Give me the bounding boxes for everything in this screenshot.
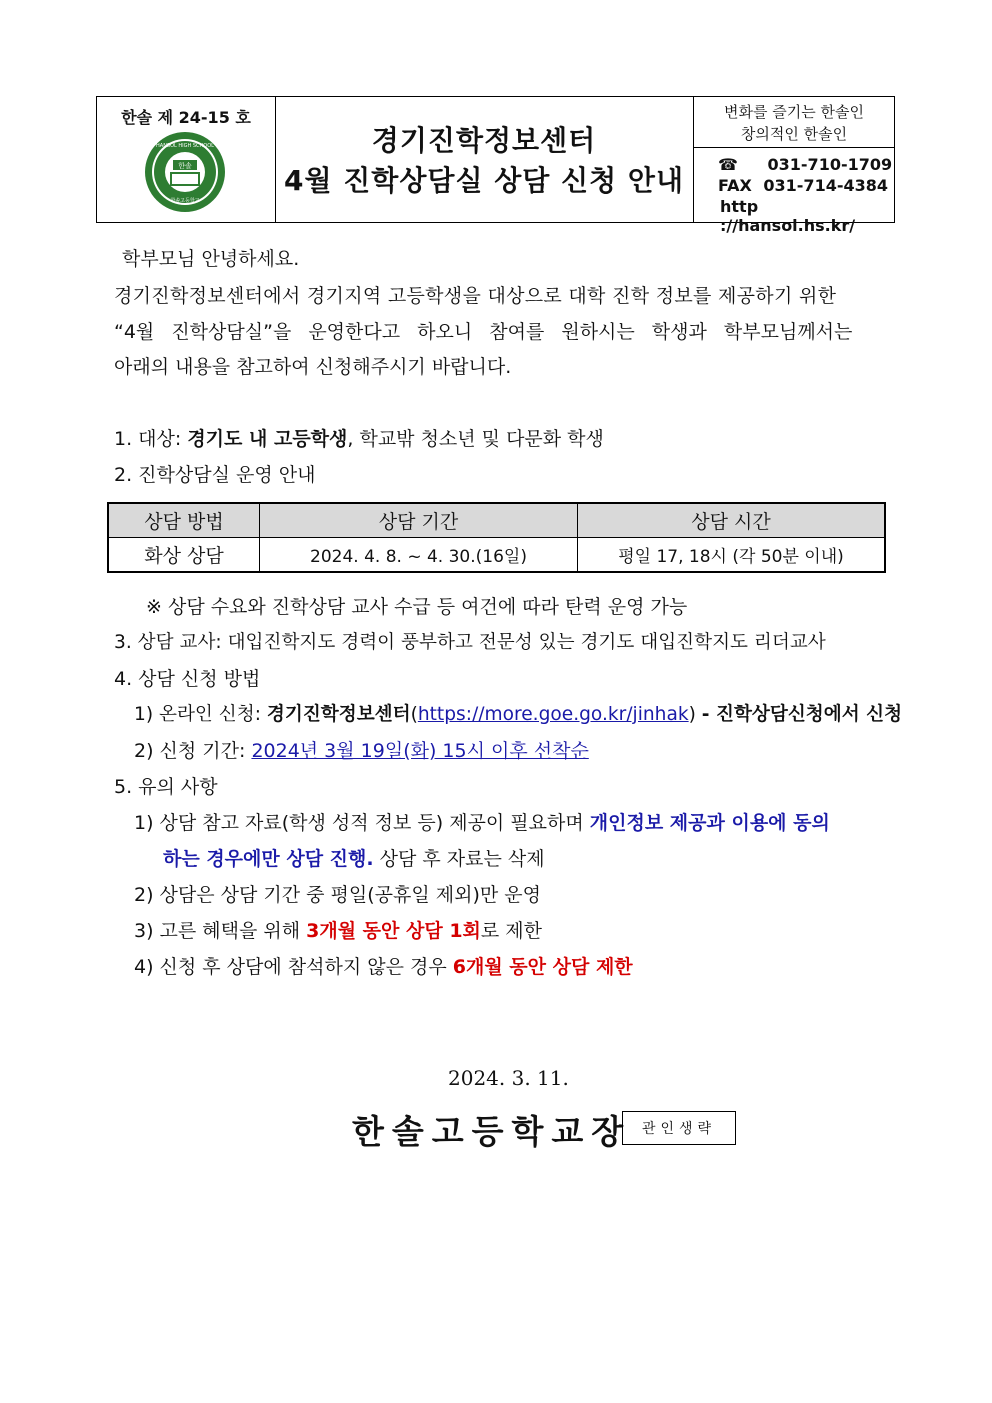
item-5-4-prefix: 4) 신청 후 상담에 참석하지 않은 경우 — [134, 956, 453, 978]
item-4-1: 1) 온라인 신청: 경기진학정보센터(https://more.goe.go.kr/jinhak) - 진학상담신청에서 신청 — [134, 704, 903, 725]
item-5-1-cont — [163, 844, 545, 871]
intro-paragraph-1: 경기진학정보센터에서 경기지역 고등학생을 대상으로 대학 진학 정보를 제공하기 위한 — [114, 285, 837, 307]
noshow-notice: 6개월 동안 상담 제한 — [452, 956, 633, 978]
school-logo — [144, 131, 226, 213]
phone-icon: ☎ — [718, 155, 738, 174]
consent-notice-cont: 하는 경우에만 상담 진행. — [163, 848, 374, 870]
issue-number: 한솔 제 24-15 호 — [121, 108, 251, 127]
consent-notice: 개인정보 제공과 이용에 동의 — [589, 812, 830, 834]
slogan-box — [694, 97, 894, 148]
item-5-1-prefix: 1) 상담 참고 자료(학생 성적 정보 등) 제공이 필요하며 — [134, 812, 590, 834]
table-header-method: 상담 방법 — [109, 504, 260, 538]
issue-date: 2024. 3. 11. — [448, 1066, 569, 1090]
title-line-2: 4월 진학상담실 상담 신청 안내 — [283, 164, 685, 197]
item-4-1-prefix: 1) 온라인 신청: — [134, 704, 267, 725]
limit-notice: 3개월 동안 상담 1회 — [306, 920, 481, 942]
header-left-cell — [97, 97, 276, 222]
intro-paragraph-2: “4월 진학상담실”을 운영한다고 하오니 참여를 원하시는 학생과 학부모님께서는 — [114, 321, 853, 343]
signer: 한솔고등학교장 — [352, 1112, 632, 1151]
item-5-3-rest: 로 제한 — [480, 920, 543, 942]
fax-row — [718, 176, 888, 195]
slogan-line-1: 변화를 즐기는 한솔인 — [724, 103, 864, 121]
phone-number: 031-710-1709 — [767, 155, 893, 174]
item-5-2: 2) 상담은 상담 기간 중 평일(공휴일 제외)만 운영 — [134, 884, 541, 906]
website[interactable]: http ://hansol.hs.kr/ — [720, 197, 856, 235]
item-5-1-rest: 상담 후 자료는 삭제 — [373, 848, 545, 870]
item-5-3-prefix: 3) 고른 혜택을 위해 — [134, 920, 307, 942]
table-header-time: 상담 시간 — [578, 504, 884, 538]
item-1 — [114, 424, 604, 451]
logo-top-text: HANSOL HIGH SCHOOL — [156, 143, 214, 149]
item-5: 5. 유의 사항 — [114, 776, 218, 798]
greeting: 학부모님 안녕하세요. — [122, 248, 300, 270]
item-4-2-prefix: 2) 신청 기간: — [134, 740, 252, 762]
slogan-line-2: 창의적인 한솔인 — [740, 125, 848, 143]
operation-note: ※ 상담 수요와 진학상담 교사 수급 등 여건에 따라 탄력 운영 가능 — [146, 596, 688, 618]
title-line-1: 경기진학정보센터 — [371, 124, 597, 157]
header-title-cell — [275, 97, 694, 222]
table-cell-period: 2024. 4. 8. ~ 4. 30.(16일) — [260, 538, 578, 571]
center-link[interactable]: https://more.goe.go.kr/jinhak — [417, 704, 689, 725]
logo-bottom-text: 한솔고등학교 — [170, 198, 200, 204]
item-1-target: 경기도 내 고등학생 — [187, 428, 348, 450]
item-4-2 — [134, 736, 589, 763]
logo-book — [171, 173, 199, 185]
logo-center-text: 한솔 — [178, 162, 192, 170]
center-name: 경기진학정보센터 — [266, 704, 411, 725]
table-header-period: 상담 기간 — [260, 504, 578, 538]
item-4-1-suffix: - 진학상담신청에서 신청 — [701, 704, 903, 725]
official-seal-omitted: 관인생략 — [622, 1111, 736, 1145]
item-5-4 — [134, 952, 633, 979]
document-header — [96, 96, 895, 235]
item-1-prefix: 1. 대상: — [114, 428, 188, 450]
schedule-table — [107, 502, 886, 573]
table-cell-time: 평일 17, 18시 (각 50분 이내) — [618, 547, 844, 567]
table-cell-method: 화상 상담 — [109, 538, 260, 571]
item-4: 4. 상담 신청 방법 — [114, 668, 261, 690]
application-period: 2024년 3월 19일(화) 15시 이후 선착순 — [251, 740, 589, 762]
item-5-1 — [134, 808, 830, 835]
header-info-cell — [694, 97, 894, 235]
fax-label: FAX — [718, 176, 752, 195]
fax-number: 031-714-4384 — [763, 176, 888, 195]
phone-row — [718, 155, 892, 174]
item-1-rest: , 학교밖 청소년 및 다문화 학생 — [347, 428, 604, 450]
item-5-3 — [134, 916, 542, 943]
item-2: 2. 진학상담실 운영 안내 — [114, 464, 316, 486]
item-3: 3. 상담 교사: 대입진학지도 경력이 풍부하고 전문성 있는 경기도 대입진학지도 리더교사 — [114, 632, 826, 653]
intro-paragraph-3: 아래의 내용을 참고하여 신청해주시기 바랍니다. — [114, 356, 512, 378]
